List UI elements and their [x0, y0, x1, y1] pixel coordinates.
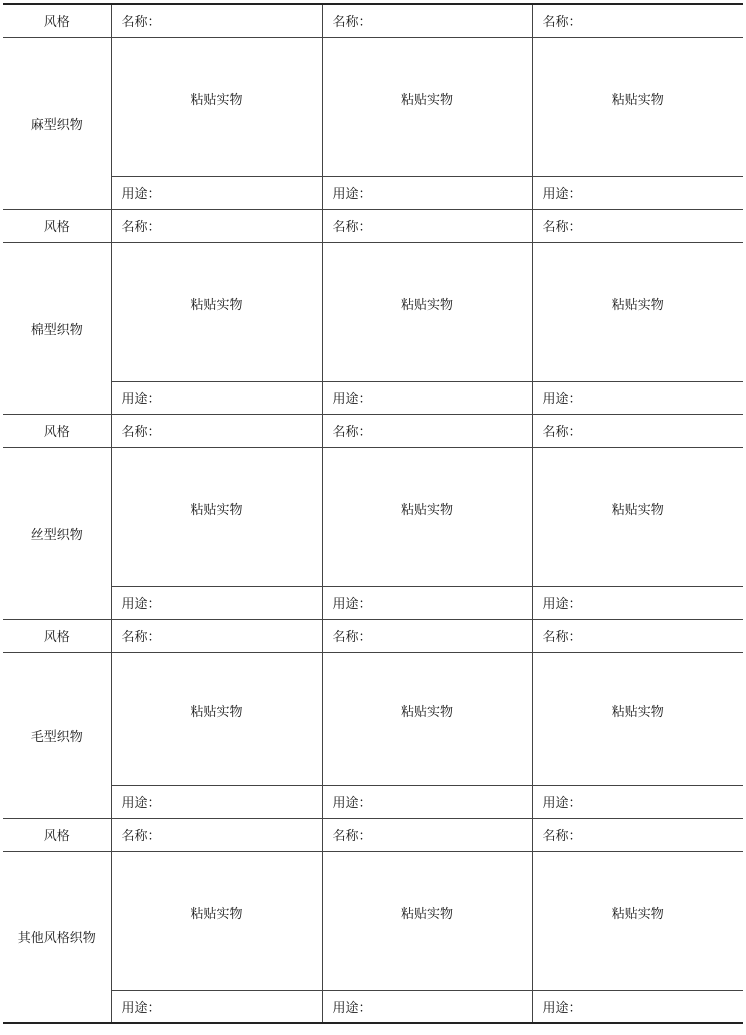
- usage-row: [3, 176, 743, 209]
- usage-field: 用途：: [532, 381, 743, 414]
- name-field: 名称：: [322, 209, 532, 242]
- paste-sample-label: 粘贴实物: [400, 907, 453, 922]
- usage-row: [3, 586, 743, 619]
- paste-sample-label: 粘贴实物: [190, 503, 243, 518]
- sample-paste-row: [3, 447, 743, 586]
- style-header-row: [3, 818, 743, 851]
- usage-field: 用途：: [111, 990, 322, 1023]
- paste-sample-box: [322, 37, 532, 176]
- style-header-row: [3, 4, 743, 37]
- sample-paste-row: [3, 242, 743, 381]
- paste-sample-box: [532, 37, 743, 176]
- fabric-sample-table: [3, 3, 743, 1024]
- style-header-row: [3, 619, 743, 652]
- usage-field: 用途：: [111, 381, 322, 414]
- paste-sample-box: [532, 447, 743, 586]
- paste-sample-box: [111, 37, 322, 176]
- sample-paste-row: [3, 652, 743, 785]
- paste-sample-label: 粘贴实物: [400, 298, 453, 313]
- sample-paste-row: [3, 851, 743, 990]
- paste-sample-label: 粘贴实物: [400, 503, 453, 518]
- usage-field: 用途：: [322, 176, 532, 209]
- style-label: 风格: [3, 209, 111, 242]
- paste-sample-box: [322, 851, 532, 990]
- name-field: 名称：: [111, 209, 322, 242]
- fabric-category: 丝型织物: [3, 447, 111, 619]
- style-label: 风格: [3, 619, 111, 652]
- paste-sample-label: 粘贴实物: [611, 907, 664, 922]
- paste-sample-box: [111, 851, 322, 990]
- paste-sample-label: 粘贴实物: [400, 705, 453, 720]
- paste-sample-label: 粘贴实物: [611, 705, 664, 720]
- paste-sample-box: [111, 652, 322, 785]
- paste-sample-label: 粘贴实物: [611, 93, 664, 108]
- name-field: 名称：: [322, 818, 532, 851]
- paste-sample-box: [322, 242, 532, 381]
- paste-sample-box: [532, 652, 743, 785]
- name-field: 名称：: [111, 4, 322, 37]
- name-field: 名称：: [532, 414, 743, 447]
- name-field: 名称：: [532, 818, 743, 851]
- style-label: 风格: [3, 4, 111, 37]
- usage-field: 用途：: [532, 586, 743, 619]
- usage-field: 用途：: [111, 785, 322, 818]
- style-header-row: [3, 414, 743, 447]
- paste-sample-label: 粘贴实物: [190, 907, 243, 922]
- paste-sample-label: 粘贴实物: [190, 93, 243, 108]
- usage-field: 用途：: [532, 176, 743, 209]
- sample-paste-row: [3, 37, 743, 176]
- usage-field: 用途：: [532, 785, 743, 818]
- usage-field: 用途：: [532, 990, 743, 1023]
- style-header-row: [3, 209, 743, 242]
- paste-sample-box: [111, 242, 322, 381]
- fabric-category: 麻型织物: [3, 37, 111, 209]
- usage-field: 用途：: [322, 785, 532, 818]
- usage-row: [3, 990, 743, 1023]
- name-field: 名称：: [532, 4, 743, 37]
- fabric-category: 毛型织物: [3, 652, 111, 818]
- usage-field: 用途：: [322, 990, 532, 1023]
- fabric-category: 棉型织物: [3, 242, 111, 414]
- paste-sample-label: 粘贴实物: [190, 705, 243, 720]
- usage-field: 用途：: [111, 586, 322, 619]
- paste-sample-box: [322, 652, 532, 785]
- usage-field: 用途：: [111, 176, 322, 209]
- paste-sample-box: [322, 447, 532, 586]
- fabric-category: 其他风格织物: [3, 851, 111, 1023]
- paste-sample-label: 粘贴实物: [611, 503, 664, 518]
- usage-row: [3, 381, 743, 414]
- name-field: 名称：: [322, 619, 532, 652]
- paste-sample-box: [532, 242, 743, 381]
- name-field: 名称：: [111, 818, 322, 851]
- paste-sample-label: 粘贴实物: [190, 298, 243, 313]
- name-field: 名称：: [111, 414, 322, 447]
- name-field: 名称：: [111, 619, 322, 652]
- name-field: 名称：: [322, 4, 532, 37]
- name-field: 名称：: [532, 619, 743, 652]
- paste-sample-box: [532, 851, 743, 990]
- paste-sample-label: 粘贴实物: [611, 298, 664, 313]
- style-label: 风格: [3, 414, 111, 447]
- paste-sample-box: [111, 447, 322, 586]
- paste-sample-label: 粘贴实物: [400, 93, 453, 108]
- usage-row: [3, 785, 743, 818]
- usage-field: 用途：: [322, 381, 532, 414]
- style-label: 风格: [3, 818, 111, 851]
- name-field: 名称：: [322, 414, 532, 447]
- name-field: 名称：: [532, 209, 743, 242]
- usage-field: 用途：: [322, 586, 532, 619]
